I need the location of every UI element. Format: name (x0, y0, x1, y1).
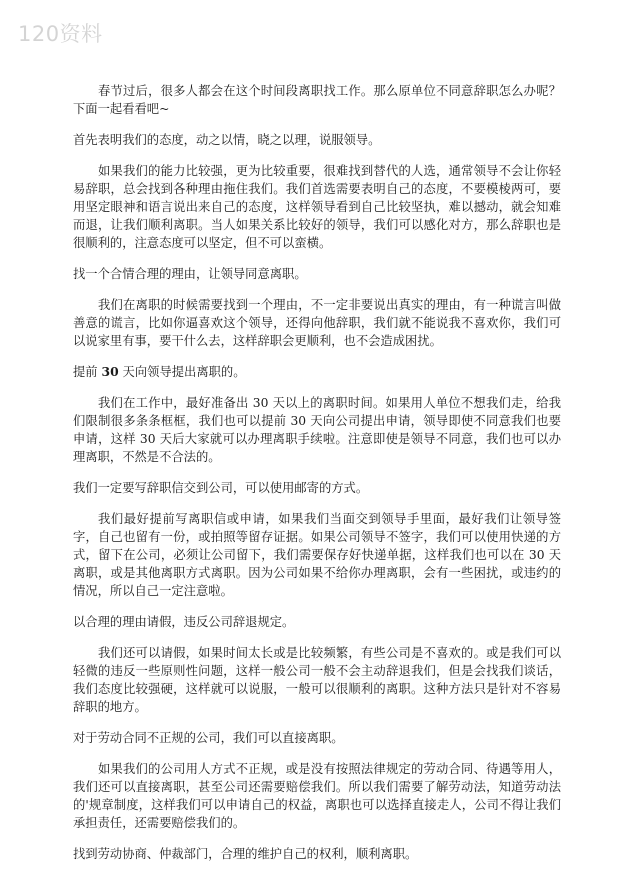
body-paragraph: 如果我们的公司用人方式不正规，或是没有按照法律规定的劳动合同、待遇等用人，我们还可以直接离职，甚至公司还需要赔偿我们。所以我们需要了解劳动法，知道劳动法的'规章制度，这样我们可以申请自己的权益，离职也可以选择直接走人，公司不得让我们承担责任，还需要赔偿我们的。 (73, 762, 561, 830)
body-paragraph: 我们在离职的时候需要找到一个理由，不一定非要说出真实的理由，有一种谎言叫做善意的谎言，比如你逼喜欢这个领导，还得向他辞职，我们就不能说我不喜欢你，我们可以说家里有事，要干什么去，这样辞职会更顺利，也不会造成困扰。 (73, 298, 561, 348)
section-heading-reason: 找一个合情合理的理由，让领导同意离职。 (73, 267, 307, 281)
document-body (73, 82, 561, 876)
section-heading-letter: 我们一定要写辞职信交到公司，可以使用邮寄的方式。 (73, 481, 369, 495)
intro-paragraph: 春节过后，很多人都会在这个时间段离职找工作。那么原单位不同意辞职怎么办呢？下面一起看看吧~ (73, 84, 561, 116)
heading-number: 30 (101, 364, 119, 379)
section-heading-leave: 以合理的理由请假，违反公司辞退规定。 (73, 615, 295, 629)
body-paragraph: 如果我们的能力比较强，更为比较重要，很难找到替代的人选，通常领导不会让你轻易辞职，总会找到各种理由拖住我们。我们首选需要表明自己的态度，不要模棱两可，要用坚定眼神和语言说出来自己的态度，这样领导看到自己比较坚执，难以撼动，就会知难而退，让我们顺利离职。当人如果关系比较好的领导，我们可以感化对方，那么辞职也是很顺利的，注意态度可以坚定，但不可以蛮横。 (73, 164, 561, 250)
section-heading-attitude: 首先表明我们的态度，动之以情，晓之以理，说服领导。 (73, 133, 381, 147)
body-paragraph: 我们还可以请假，如果时间太长或是比较频繁，有些公司是不喜欢的。或是我们可以轻微的违反一些原则性问题，这样一般公司一般不会主动辞退我们，但是会找我们谈话，我们态度比较强硬，这样就可以说服，一般可以很顺利的离职。这种方法只是针对不容易辞职的地方。 (73, 646, 561, 714)
section-heading-30-days (73, 363, 561, 381)
body-paragraph: 我们最好提前写离职信或申请，如果我们当面交到领导手里面，最好我们让领导签字，自己也留有一份，或拍照等留存证据。如果公司领导不签字，我们可以使用快递的方式，留下在公司，必须让公司留下，我们需要保存好快递单据，这样我们也可以在 30 天离职，或是其他离职方式离职。因为公司如果不给你办理离职，会有一些困扰，或违约的情况，所以自己一定注意啦。 (73, 512, 561, 598)
heading-text-before: 提前 (73, 365, 102, 379)
heading-text-after: 天向领导提出离职的。 (118, 365, 246, 379)
watermark-logo: 120资料 (18, 22, 103, 46)
body-paragraph: 我们在工作中，最好准备出 30 天以上的离职时间。如果用人单位不想我们走，给我们限制很多条条框框，我们也可以提前 30 天向公司提出申请，领导即使不同意我们也要申请，这样 30 天后大家就可以办理离职手续啦。注意即使是领导不同意，我们也可以办理离职，不然是不合法的。 (73, 396, 561, 464)
section-heading-contract: 对于劳动合同不正规的公司，我们可以直接离职。 (73, 731, 344, 745)
section-heading-arbitration: 找到劳动协商、仲裁部门，合理的维护自己的权利，顺利离职。 (73, 847, 418, 861)
